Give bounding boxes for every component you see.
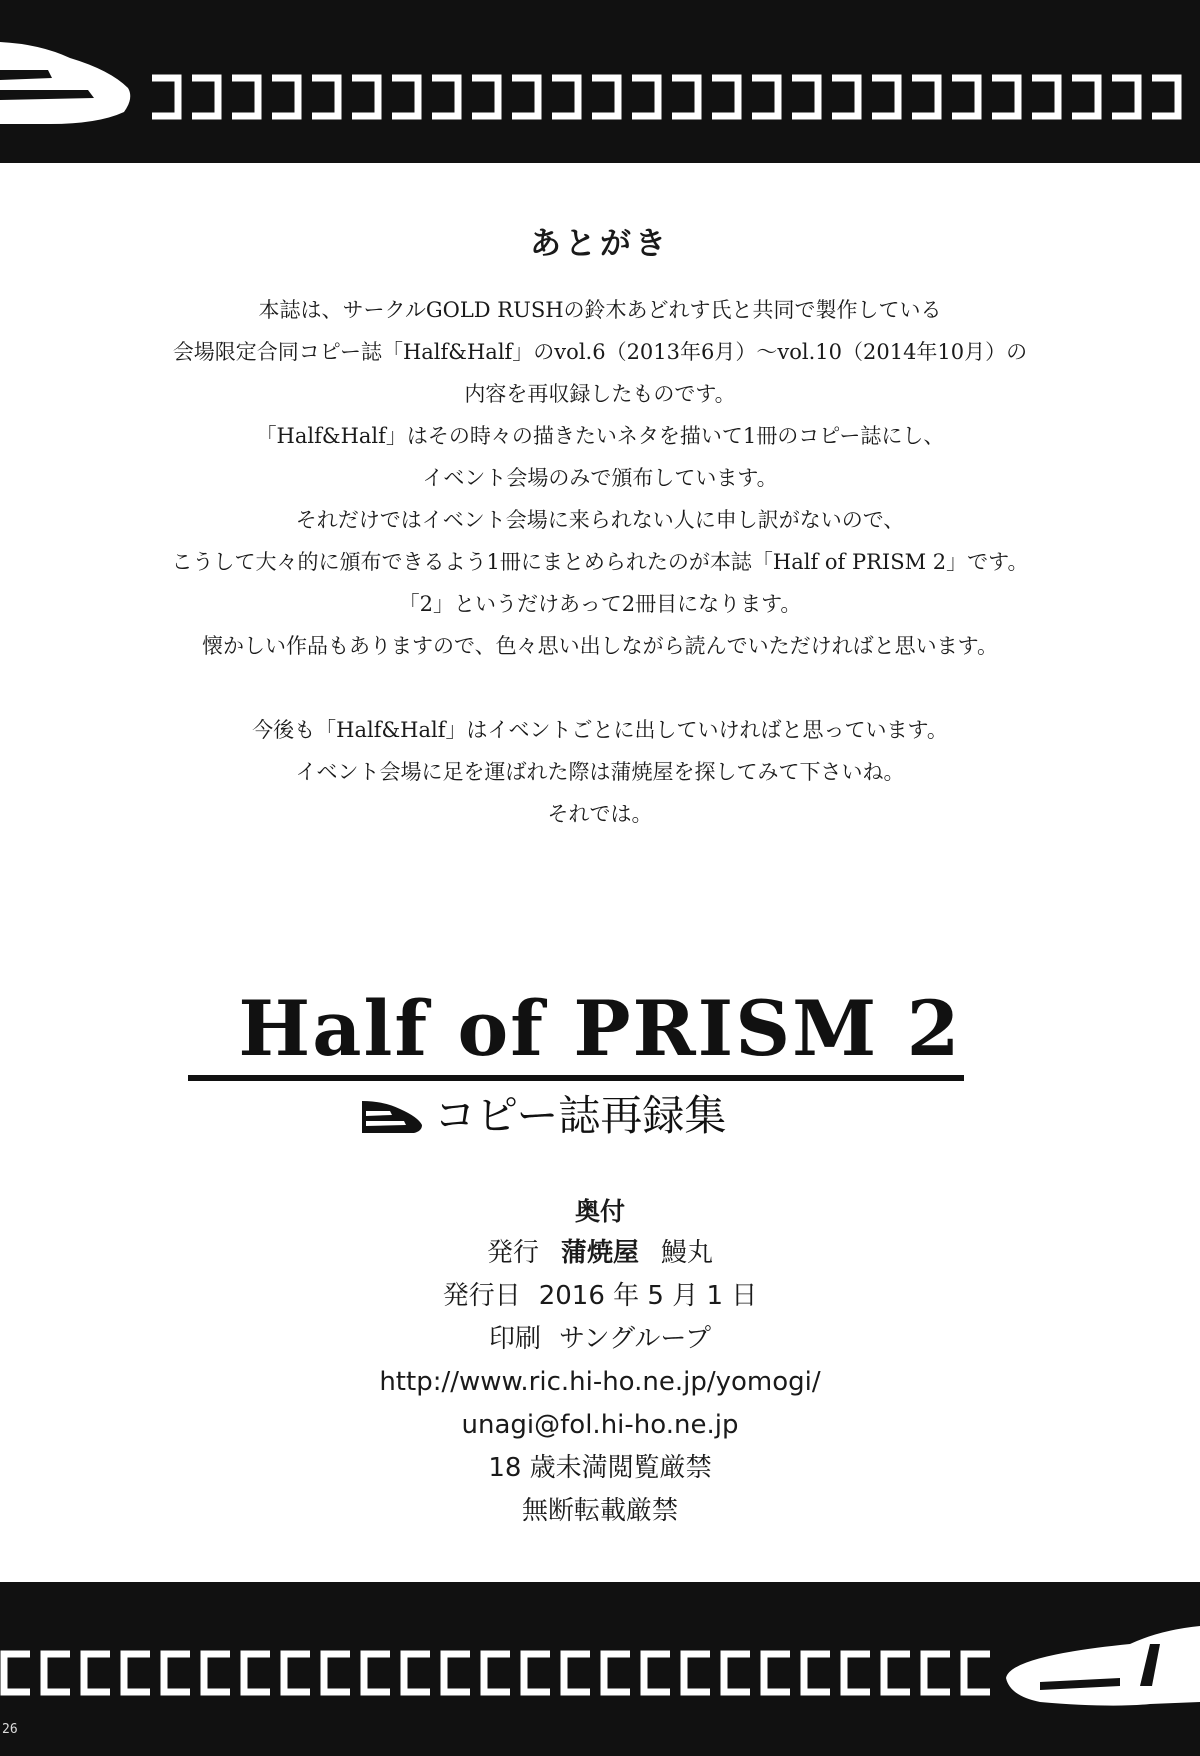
date-line — [0, 1275, 1200, 1318]
printer-value: サングループ — [558, 1324, 712, 1354]
bottom-decorative-band — [0, 1582, 1200, 1756]
publisher-circle: 蒲焼屋 — [560, 1238, 639, 1268]
afterword-line: 懐かしい作品もありますので、色々思い出しながら読んでいただければと思います。 — [202, 634, 998, 658]
bottom-band-graphic — [0, 1582, 1200, 1756]
date-value: 2016 年 5 月 1 日 — [538, 1281, 758, 1311]
contact-email: unagi@fol.hi-ho.ne.jp — [461, 1410, 739, 1440]
printer-label: 印刷 — [488, 1324, 541, 1354]
publisher-line — [0, 1232, 1200, 1275]
page-number: 26 — [2, 1722, 18, 1737]
eel-head-icon — [360, 1097, 426, 1135]
subtitle-row — [0, 1087, 1200, 1147]
afterword-line: 内容を再収録したものです。 — [464, 382, 736, 406]
afterword-line: それだけではイベント会場に来られない人に申し訳がないので、 — [295, 508, 905, 532]
afterword-line: 「Half&Half」はその時々の描きたいネタを描いて1冊のコピー誌にし、 — [255, 424, 945, 448]
afterword-line: イベント会場のみで頒布しています。 — [422, 466, 778, 490]
age-notice: 18 歳未満閲覧厳禁 — [488, 1453, 712, 1483]
paragraph-gap — [0, 667, 1200, 709]
title-logo-block — [0, 984, 1200, 1140]
afterword-closing-line: イベント会場に足を運ばれた際は蒲焼屋を探してみて下さいね。 — [295, 760, 905, 784]
afterword-closing-line: 今後も「Half&Half」はイベントごとに出していければと思っています。 — [252, 718, 948, 742]
afterword-closing-line: それでは。 — [547, 802, 653, 826]
afterword-line: 会場限定合同コピー誌「Half&Half」のvol.6（2013年6月）～vol.10（2014年10月）の — [172, 340, 1028, 364]
afterword-heading: あとがき — [530, 226, 670, 262]
website-url: http://www.ric.hi-ho.ne.jp/yomogi/ — [379, 1367, 821, 1397]
book-title: Half of PRISM 2 — [238, 984, 962, 1073]
book-subtitle: コピー誌再録集 — [434, 1091, 727, 1140]
afterword-line: 「2」というだけあって2冊目になります。 — [398, 592, 802, 616]
reprint-notice: 無断転載厳禁 — [521, 1496, 678, 1526]
colophon-heading: 奥付 — [574, 1197, 625, 1226]
afterword-section — [0, 218, 1200, 835]
top-band-graphic — [0, 0, 1200, 163]
printer-line — [0, 1318, 1200, 1361]
date-label: 発行日 — [442, 1281, 521, 1311]
title-underline — [188, 1075, 964, 1081]
top-decorative-band — [0, 0, 1200, 163]
publisher-author: 鰻丸 — [661, 1238, 714, 1268]
publisher-label: 発行 — [486, 1238, 539, 1268]
colophon-section — [0, 1192, 1200, 1533]
afterword-line: こうして大々的に頒布できるよう1冊にまとめられたのが本誌「Half of PRISM 2」です。 — [171, 550, 1029, 574]
afterword-line: 本誌は、サークルGOLD RUSHの鈴木あどれす氏と共同で製作している — [258, 298, 942, 322]
